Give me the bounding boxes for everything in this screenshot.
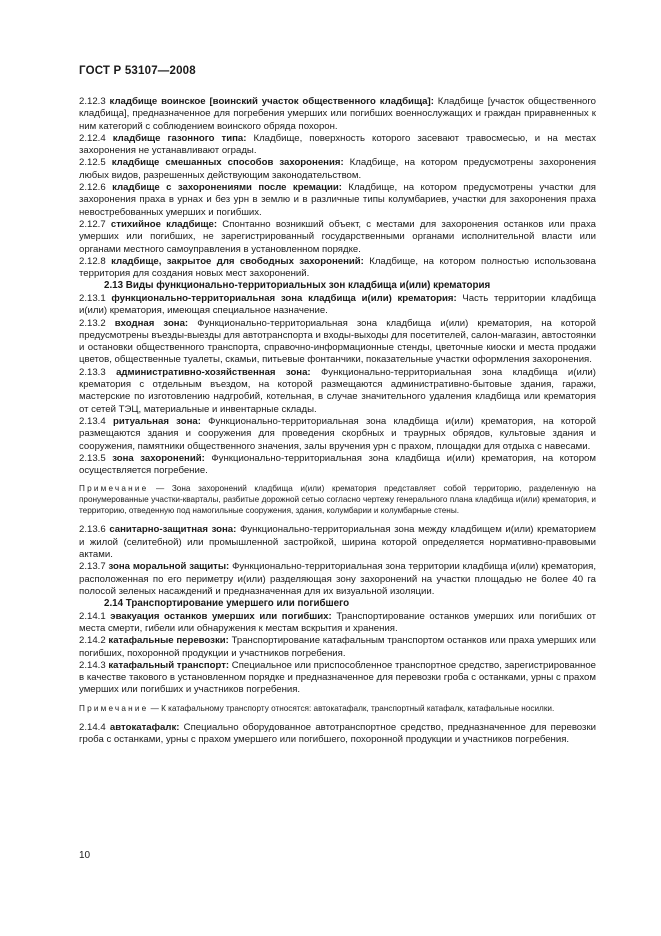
defined-term: зона захоронений: (112, 452, 205, 464)
defined-term: кладбище, закрытое для свободных захоронений: (111, 255, 364, 267)
definition-text: Кладбище, на котором полностью использована территория для создания новых мест захоронений. (79, 255, 597, 280)
document-body (79, 96, 596, 746)
definition-paragraph (79, 660, 596, 697)
defined-term: административно-хозяйственная зона: (116, 366, 311, 378)
definition-paragraph (79, 219, 596, 256)
document-header: ГОСТ Р 53107—2008 (79, 65, 196, 77)
definition-paragraph (79, 133, 596, 158)
clause-number: 2.12.3 (79, 96, 106, 107)
definition-paragraph (79, 256, 596, 281)
definition-paragraph (79, 561, 596, 598)
note-paragraph (79, 483, 596, 516)
definition-paragraph (79, 182, 596, 219)
definition-paragraph (79, 722, 596, 747)
clause-number: 2.13.3 (79, 366, 106, 378)
definition-paragraph (79, 157, 596, 182)
defined-term: зона моральной защиты: (108, 561, 230, 573)
clause-number: 2.14.2 (79, 635, 106, 647)
definition-text: Кладбище [участок общественного кладбища], предназначенное для погребения умерших или погибших военнослужащих и граждан приравненных к ним категорий с соблюдением воинского обряда похорон. (79, 96, 596, 132)
clause-number: 2.13.7 (79, 561, 106, 573)
definition-text: Кладбище, поверхность которого засевают травосмесью, и на местах захоронения не устанавливают ограды. (79, 132, 597, 157)
defined-term: кладбище с захоронениями после кремации: (112, 182, 342, 194)
page-number: 10 (79, 850, 91, 861)
clause-number: 2.12.4 (79, 132, 106, 144)
note-text: — Зона захоронений кладбища и(или) крематория представляет собой территорию, разделенную на пронумерованные участки-кварталы, разбитые дорожной сетью согласно чертежу генерального плана кладбища и(или) крематория, и территорию, отведенную под намогильные сооружения, здания, колумбарии и колумбарные стены. (79, 484, 596, 516)
clause-number: 2.12.5 (79, 157, 106, 169)
defined-term: стихийное кладбище: (110, 218, 218, 230)
definition-paragraph (79, 453, 596, 478)
defined-term: автокатафалк: (109, 721, 180, 733)
defined-term: кладбище воинское [воинский участок общественного кладбища]: (109, 96, 434, 107)
defined-term: катафальный транспорт: (108, 659, 230, 671)
definition-paragraph (79, 611, 596, 636)
definition-text: Специально оборудованное автотранспортное средство, предназначенное для перевозки гроба с останками, урны с прахом умершего или погибшего, похоронной продукции и участников погребения. (79, 721, 596, 746)
clause-number: 2.14.1 (79, 610, 106, 622)
definition-paragraph (79, 635, 596, 660)
definition-text: Функционально-территориальная зона кладбища и(или) крематория, на которой размещаются здания и сооружения для проведения скорбных и траурных обрядов, культовые здания и сооружения, памятники общественного значения, залы вручения урн с прахом, площадки для отдыха с навесами. (79, 415, 596, 452)
definition-text: Функционально-территориальная зона кладбища и(или) крематория, на котором осуществляется погребение. (79, 452, 596, 477)
clause-number: 2.13.2 (79, 317, 106, 329)
definition-text: Транспортирование останков умерших или погибших от места смерти, гибели или обнаружения к местам вскрытия и хранения. (79, 610, 596, 634)
defined-term: кладбище смешанных способов захоронения: (111, 157, 344, 169)
defined-term: функционально-территориальная зона кладбища и(или) крематория: (111, 292, 457, 304)
clause-number: 2.14.4 (79, 721, 106, 733)
definition-text: Функционально-территориальная зона территории кладбища и(или) крематория, расположенная по его периметру и(или) разделяющая зону захоронений на участки площадью не более 40 га полосой зеленых насаждений и предназначенная для их визуальной изоляции. (79, 561, 596, 597)
definition-paragraph (79, 318, 596, 367)
definition-text: Функционально-территориальная зона кладбища и(или) крематория с отдельным въездом, на которой размещаются административно-бытовые здания, гаражи, мастерские по изготовлению надгробий, котельная, в случае значительного удаления кладбища или крематория от сетей ТЭЦ, материальные и инвентарные склады. (79, 366, 596, 415)
definition-paragraph (79, 367, 596, 416)
clause-number: 2.13.6 (79, 524, 106, 536)
defined-term: кладбище газонного типа: (112, 132, 247, 144)
clause-number: 2.12.8 (79, 255, 106, 267)
note-text: — К катафальному транспорту относятся: автокатафалк, транспортный катафалк, катафальные носилки. (150, 703, 555, 713)
definition-text: Спонтанно возникший объект, с местами для захоронения останков или праха умерших или погибших, не зарегистрированный государственными органами исполнительной власти или органами местного самоуправления в установленном порядке. (79, 218, 596, 255)
clause-number: 2.14.3 (79, 659, 106, 671)
definition-text: Функционально-территориальная зона кладбища и(или) крематория, на которой предусмотрены въезды-выезды для автотранспорта и входы-выходы для посетителей, салон-магазин, автостоянки и остановки общественного транспорта, справочно-информационные стенды, цветочные киоски и места продажи цветов, общественные туалеты, скамьи, питьевые фонтанчики, показательные участки оформления захоронения. (79, 317, 596, 366)
definition-text: Функционально-территориальная зона между кладбищем и(или) крематорием и жилой (селитебной) или промышленной застройкой, ширина которой определяется нормативно-правовыми актами. (79, 524, 596, 560)
note-paragraph (79, 703, 596, 714)
note-label: Примечание (79, 703, 149, 713)
defined-term: эвакуация останков умерших или погибших: (110, 610, 332, 622)
defined-term: катафальные перевозки: (108, 635, 229, 647)
clause-number: 2.13.1 (79, 292, 106, 304)
clause-number: 2.12.7 (79, 218, 106, 230)
clause-number: 2.12.6 (79, 182, 106, 194)
definition-paragraph (79, 293, 596, 318)
defined-term: входная зона: (114, 317, 189, 329)
clause-number: 2.13.4 (79, 415, 106, 427)
definition-paragraph (79, 416, 596, 453)
definition-text: Специальное или приспособленное транспортное средство, зарегистрированное в качестве такового в установленном порядке и предназначенное для перевозки гроба с останками, урны с прахом умерших или погибших и участников погребения. (79, 659, 597, 696)
definition-paragraph (79, 524, 596, 561)
defined-term: ритуальная зона: (112, 415, 201, 427)
definition-paragraph (79, 96, 596, 133)
definition-text: Транспортирование катафальным транспортом останков или праха умерших или погибших, похоронной продукции и участников погребения. (79, 635, 596, 659)
definition-text: Часть территории кладбища и(или) крематория, имеющая специальное назначение. (79, 292, 596, 317)
defined-term: санитарно-защитная зона: (109, 524, 237, 536)
definition-text: Кладбище, на котором предусмотрены захоронения любых видов, разрешенных действующим законодательством. (79, 157, 597, 181)
section-heading: 2.14 Транспортирование умершего или погибшего (104, 598, 350, 610)
note-label: Примечание (79, 484, 149, 494)
section-heading: 2.13 Виды функционально-территориальных зон кладбища и(или) крематория (104, 280, 491, 292)
clause-number: 2.13.5 (79, 452, 106, 464)
definition-text: Кладбище, на котором предусмотрены участки для захоронения праха в урнах и без урн в землю и в различные типы колумбариев, участки для захоронения праха невостребованных умерших и погибших. (79, 182, 596, 218)
